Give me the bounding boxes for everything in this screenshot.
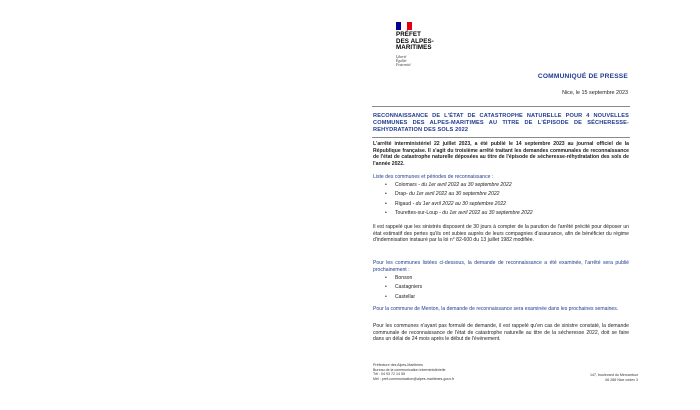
commune-name: Colomars — [395, 182, 417, 188]
footer-address — [520, 373, 638, 382]
commune-period: - du 1er avril 2022 au 30 septembre 2022 — [406, 191, 500, 198]
lead-paragraph: L'arrêté interministériel 22 juillet 2023, a été publié le 14 septembre 2023 au journal officiel de la République française. Il s'agit du troisième arrêté traitant les demandes communales de reconnaissance de l'état de catastrophe naturelle déposées au titre de l'épisode de sécheresse-réhydratation des sols de l'année 2022. — [373, 141, 629, 167]
flag-stripe-red — [407, 22, 412, 30]
motto-line: Égalité — [396, 58, 407, 63]
commune-period: - du 1er avril 2022 au 30 septembre 2022 — [411, 200, 507, 207]
motto-line: Fraternité — [396, 62, 411, 67]
commune-name: Drap — [395, 191, 407, 198]
pending-communes-list — [385, 274, 625, 302]
prefecture-logo — [396, 22, 456, 67]
headline: RECONNAISSANCE DE L'ÉTAT DE CATASTROPHE NATURELLE POUR 4 NOUVELLES COMMUNES DES ALPES-MARITIMES AU TITRE DE L'ÉPISODE DE SÉCHERESSE-REHYDRATATION DES SOLS 2022 — [373, 113, 629, 134]
list-item: • Castellar — [385, 293, 625, 302]
logo-motto — [396, 55, 456, 67]
list-item — [385, 190, 625, 199]
footer-line: Mél : pref-communication@alpes-maritimes.gouv.fr — [373, 376, 455, 381]
footer-line: 147, boulevard du Mercantour — [590, 373, 638, 377]
logo-line: DES ALPES- — [396, 37, 434, 45]
logo-line: MARITIMES — [396, 44, 432, 52]
list-item — [385, 209, 625, 218]
footer-line: Bureau de la communication interministérielle — [373, 367, 446, 372]
commune-name: Rigaud — [395, 200, 412, 207]
logo-line: PRÉFET — [396, 31, 422, 38]
menton-paragraph: Pour la commune de Menton, la demande de reconnaissance sera examinée dans les prochaines semaines. — [373, 306, 619, 312]
motto-line: Liberté — [396, 54, 407, 59]
list-item: • Castagniers — [385, 283, 625, 292]
pending-list-title: Pour les communes listées ci-dessous, la demande de reconnaissance a été examinée, l'arrêté sera publié prochainement : — [373, 260, 629, 273]
divider — [372, 137, 630, 138]
divider — [372, 106, 630, 107]
communes-list-title: Liste des communes et périodes de reconnaissance : — [373, 174, 494, 180]
press-release-title: COMMUNIQUÉ DE PRESSE — [537, 73, 628, 80]
list-item — [385, 200, 625, 209]
insurance-paragraph: Il est rappelé que les sinistrés disposent de 30 jours à compter de la parution de l'arrêté précité pour déposer un état estimatif des pertes qu'ils ont subies auprès de leurs compagnies d'assurance, afin de bénéficier du régime d'indemnisation instauré par la loi n° 82-600 du 13 juillet 1982 modifiée. — [373, 224, 629, 243]
deadline-paragraph: Pour les communes n'ayant pas formulé de demande, il est rappelé qu'en cas de sinistre constaté, la demande communale de reconnaissance de l'état de catastrophe naturelle au titre de la sécheresse 2022, doit se faire dans un délai de 24 mois après le début de l'événement. — [373, 323, 629, 342]
commune-period: - du 1er avril 2022 au 30 septembre 2022 — [437, 210, 533, 217]
logo-title — [396, 32, 456, 52]
commune-period: - du 1er avril 2022 au 30 septembre 2022 — [416, 182, 512, 188]
french-flag-icon — [396, 22, 412, 30]
footer-line: Préfecture des Alpes-Maritimes — [373, 363, 423, 367]
communes-list — [385, 181, 625, 219]
list-item: • Bonson — [385, 274, 625, 283]
release-date: Nice, le 15 septembre 2023 — [562, 90, 628, 96]
footer-contact — [373, 363, 523, 381]
footer-line: Tél : 04 93 72 14 55 — [373, 372, 405, 377]
commune-name: Tourettes-sur-Loup — [395, 210, 438, 217]
footer-line: 06 286 Nice cedex 3 — [605, 377, 638, 382]
list-item — [385, 181, 625, 190]
